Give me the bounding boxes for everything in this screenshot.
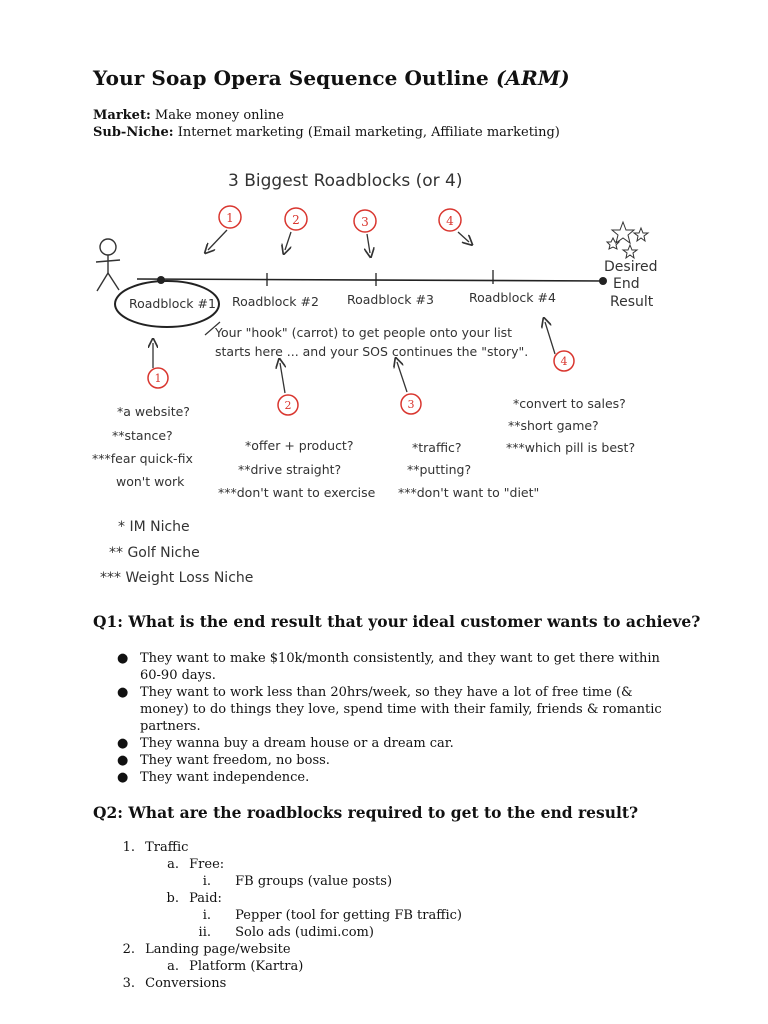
col1-line-3: ***fear quick-fix (92, 451, 193, 466)
q1-bullet (93, 769, 693, 786)
top-marker-1-label: 1 (226, 211, 234, 225)
hook-note-line-2: starts here ... and your SOS continues the "story". (215, 344, 529, 359)
end-label-line-1: Desired (604, 259, 658, 275)
hook-note-line-1: Your "hook" (carrot) to get people onto your list (215, 325, 513, 340)
stick-figure-icon (96, 239, 120, 291)
outline-item-2a: a. Platform (Kartra) (167, 959, 304, 974)
q1-bullet-1-line-2: 60-90 days. (140, 668, 216, 683)
q1-bullet (93, 735, 693, 752)
q1-bullet-2-line-3: partners. (140, 719, 201, 734)
lower-marker-1: 1 (154, 372, 162, 385)
outline-item-2: 2. Landing page/website (122, 942, 291, 957)
roadblock-3-label: Roadblock #3 (347, 292, 434, 307)
roadblock-1-label: Roadblock #1 (129, 296, 216, 311)
title-suffix: (ARM) (495, 66, 570, 90)
col4-line-2: **short game? (508, 418, 599, 433)
subniche-value: Internet marketing (Email marketing, Affiliate marketing) (177, 125, 560, 140)
outline-item-1: 1. Traffic (122, 840, 189, 855)
roadblocks-diagram (85, 150, 685, 590)
q1-bullet (93, 684, 693, 735)
col1-line-2: **stance? (112, 428, 173, 443)
outline-item-1ai: i. FB groups (value posts) (202, 874, 393, 889)
q1-bullet-5-line-1: They want independence. (140, 770, 310, 785)
q1-bullet-1-line-1: They want to make $10k/month consistently, and they want to get there within (140, 651, 660, 666)
niche-1: * IM Niche (118, 519, 190, 535)
niche-2: ** Golf Niche (109, 545, 200, 561)
outline-item-1b: b. Paid: (166, 891, 222, 906)
timeline-line (137, 279, 605, 281)
col3-line-3: ***don't want to "diet" (398, 485, 540, 500)
col3-line-1: *traffic? (412, 440, 462, 455)
top-marker-1 (208, 206, 241, 250)
lower-marker-3: 3 (407, 398, 415, 411)
subniche-line (93, 125, 560, 140)
top-marker-3 (354, 210, 376, 253)
col4-line-1: *convert to sales? (513, 396, 626, 411)
bullet-dot: ● (117, 685, 129, 700)
q1-bullet-3-line-1: They wanna buy a dream house or a dream car. (140, 736, 454, 751)
title-main: Your Soap Opera Sequence Outline (93, 66, 489, 90)
arrow-up-4 (545, 322, 555, 354)
market-label: Market: (93, 108, 151, 123)
q1-bullet-4-line-1: They want freedom, no boss. (140, 753, 330, 768)
col2-line-1: *offer + product? (245, 438, 354, 453)
lower-marker-4: 4 (560, 355, 568, 368)
arrow-up-3 (397, 362, 407, 392)
end-label-line-2: End (613, 276, 640, 292)
subniche-label: Sub-Niche: (93, 125, 174, 140)
col1-line-1: *a website? (117, 404, 190, 419)
top-marker-2 (285, 208, 307, 250)
q1-bullet-2-line-1: They want to work less than 20hrs/week, so they have a lot of free time (& (140, 685, 633, 700)
top-marker-4-label: 4 (446, 214, 454, 228)
outline-item-3: 3. Conversions (122, 976, 227, 991)
roadblock-4-label: Roadblock #4 (469, 290, 556, 305)
q1-bullet-2-line-2: money) to do things they love, spend time with their family, friends & romantic (140, 702, 662, 717)
arrow-up-2 (280, 363, 285, 393)
col4-line-3: ***which pill is best? (506, 440, 636, 455)
market-line (93, 108, 284, 123)
top-marker-2-label: 2 (292, 213, 300, 227)
col3-line-2: **putting? (407, 462, 472, 477)
lower-marker-2: 2 (284, 399, 292, 412)
outline-item-1bi: i. Pepper (tool for getting FB traffic) (202, 908, 462, 923)
roadblock-2-label: Roadblock #2 (232, 294, 319, 309)
q1-bullet (93, 752, 693, 769)
outline-item-1bii: ii. Solo ads (udimi.com) (198, 925, 374, 940)
end-label-line-3: Result (610, 294, 654, 310)
outline-item-1a: a. Free: (167, 857, 225, 872)
col1-line-4: won't work (116, 474, 185, 489)
top-marker-3-label: 3 (361, 215, 369, 229)
col2-line-3: ***don't want to exercise (218, 485, 376, 500)
timeline-start-dot (157, 276, 165, 284)
bullet-dot: ● (117, 753, 129, 768)
market-value: Make money online (154, 108, 284, 123)
page-title (93, 66, 570, 90)
q1-bullet-list (93, 650, 693, 786)
q2-heading: Q2: What are the roadblocks required to get to the end result? (93, 803, 639, 822)
q1-heading: Q1: What is the end result that your ideal customer wants to achieve? (93, 612, 701, 631)
timeline-end-dot (599, 277, 607, 285)
bullet-dot: ● (117, 770, 129, 785)
diagram-heading: 3 Biggest Roadblocks (or 4) (228, 171, 463, 191)
q1-bullet (93, 650, 693, 684)
bullet-dot: ● (117, 651, 129, 666)
niche-3: *** Weight Loss Niche (100, 570, 254, 586)
top-marker-4 (439, 209, 469, 242)
stars-icon (607, 222, 648, 258)
col2-line-2: **drive straight? (238, 462, 342, 477)
bullet-dot: ● (117, 736, 129, 751)
